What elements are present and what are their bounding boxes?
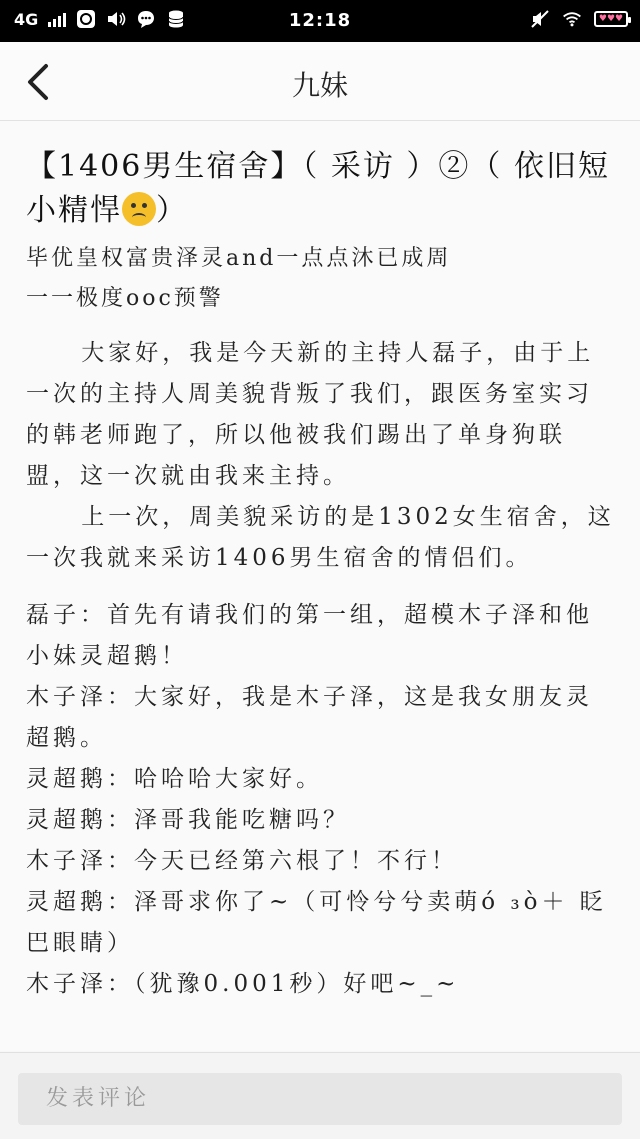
article-title-text: 【1406男生宿舍】（ 采访 ）②（ 依旧短小精悍	[26, 149, 610, 228]
paragraph: 大家好，我是今天新的主持人磊子，由于上一次的主持人周美貌背叛了我们，跟医务室实习的韩老师跑了，所以他被我们踢出了单身狗联盟，这一次就由我来主持。	[26, 340, 595, 489]
dialogue-line: 磊子：首先有请我们的第一组，超模木子泽和他小妹灵超鹅！	[26, 602, 593, 669]
subtitle-line: 一一极度ooc预警	[26, 286, 224, 311]
dialogue-line: 灵超鹅：哈哈哈大家好。	[26, 766, 323, 792]
mute-icon	[530, 9, 550, 29]
comment-bar	[0, 1052, 640, 1139]
page-title: 九妹	[291, 69, 348, 102]
article-title	[26, 145, 612, 233]
article-body	[26, 333, 616, 1005]
battery-icon: ♥♥♥	[594, 11, 628, 27]
article-content	[0, 121, 640, 1051]
dialogue-line: 灵超鹅：泽哥求你了~（可怜兮兮卖萌ό ₃ὸ＋ 眨巴眼睛）	[26, 889, 607, 956]
dialogue-line: 木子泽：大家好，我是木子泽，这是我女朋友灵超鹅。	[26, 684, 593, 751]
dialogue-line: 灵超鹅：泽哥我能吃糖吗？	[26, 807, 350, 833]
dialogue-line: 木子泽：今天已经第六根了！不行！	[26, 848, 458, 874]
network-type: 4G	[14, 9, 39, 29]
wifi-icon	[562, 9, 582, 29]
comment-input[interactable]: 发表评论	[18, 1073, 622, 1125]
status-bar	[0, 0, 640, 42]
subtitle-line: 毕优皇权富贵泽灵and一点点沐已成周	[26, 246, 452, 271]
status-right	[530, 9, 628, 29]
paragraph: 上一次，周美貌采访的是1302女生宿舍，这一次我就来采访1406男生宿舍的情侣们。	[26, 504, 615, 571]
dialogue-line: 木子泽：（犹豫0.001秒）好吧~_~	[26, 971, 460, 997]
article-subtitle	[26, 239, 616, 319]
article-title-end: ）	[156, 193, 188, 228]
status-time: 12:18	[288, 10, 352, 31]
nav-bar	[0, 42, 640, 121]
frown-emoji-icon	[122, 192, 156, 226]
